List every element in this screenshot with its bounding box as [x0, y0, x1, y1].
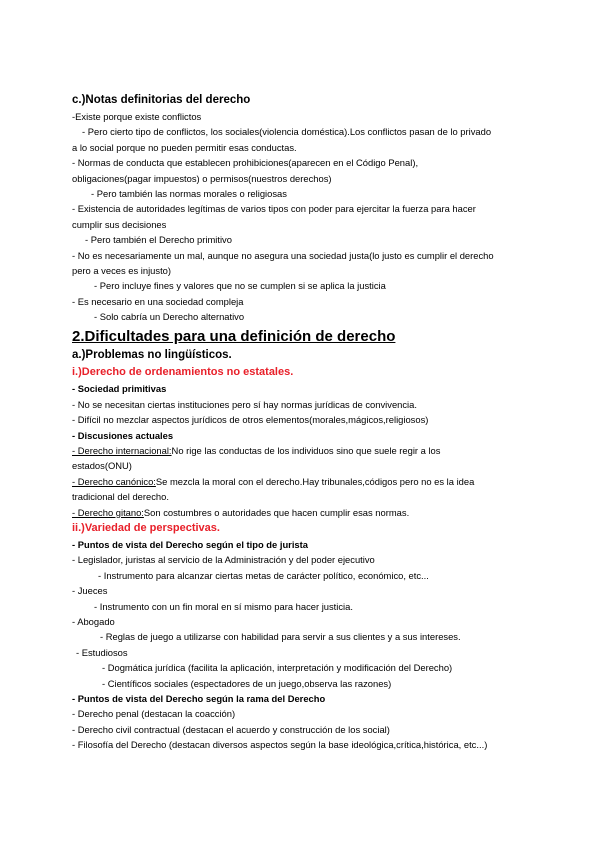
text-line: - Es necesario en una sociedad compleja	[72, 295, 244, 307]
text-line: a lo social porque no pueden permitir esas conductas.	[72, 141, 297, 153]
text-line: - Filosofía del Derecho (destacan diversos aspectos según la base ideológica,crítica,histórica, etc...)	[72, 739, 488, 751]
sociedad-heading: - Sociedad primitivas	[72, 383, 167, 395]
text-line: obligaciones(pagar impuestos) o permisos(nuestros derechos)	[72, 172, 332, 184]
text-line: - Jueces	[72, 585, 108, 597]
text-line: cumplir sus decisiones	[72, 218, 167, 230]
derecho-canonico-line	[72, 474, 542, 489]
text-line: - Derecho penal (destacan la coacción)	[72, 708, 236, 720]
text-line: - Pero incluye fines y valores que no se cumplen si se aplica la justicia	[94, 280, 386, 292]
jurista-heading: - Puntos de vista del Derecho según el tipo de jurista	[72, 538, 308, 550]
rama-heading: - Puntos de vista del Derecho según la rama del Derecho	[72, 692, 326, 704]
text-line: - No es necesariamente un mal, aunque no asegura una sociedad justa(lo justo es cumplir el derecho	[72, 249, 494, 261]
derecho-gitano-term: - Derecho gitano:	[72, 506, 144, 518]
text-line: - Normas de conducta que establecen prohibiciones(aparecen en el Código Penal),	[72, 157, 419, 169]
section-2-heading: 2.Dificultades para una definición de derecho	[72, 328, 396, 346]
text-line: - Solo cabría un Derecho alternativo	[94, 311, 245, 323]
section-c-heading: c.)Notas definitorias del derecho	[72, 94, 251, 106]
text-line: - Estudiosos	[76, 646, 128, 658]
derecho-gitano-line	[72, 505, 542, 520]
text-line: - Abogado	[72, 615, 115, 627]
derecho-internacional-term: - Derecho internacional:	[72, 445, 172, 457]
derecho-canonico-text: Se mezcla la moral con el derecho.Hay tribunales,códigos pero no es la idea	[155, 475, 475, 487]
text-line: - No se necesitan ciertas instituciones pero sí hay normas jurídicas de convivencia.	[72, 398, 417, 410]
text-line: - Difícil no mezclar aspectos jurídicos de otros elementos(morales,mágicos,religiosos)	[72, 414, 429, 426]
text-line: - Derecho civil contractual (destacan el acuerdo y construcción de los social)	[72, 723, 390, 735]
discusiones-heading: - Discusiones actuales	[72, 429, 174, 441]
text-line: - Dogmática jurídica (facilita la aplicación, interpretación y modificación del Derecho)	[102, 662, 453, 674]
derecho-gitano-text: Son costumbres o autoridades que hacen cumplir esas normas.	[143, 506, 410, 518]
subsection-i-heading: i.)Derecho de ordenamientos no estatales.	[72, 366, 294, 379]
derecho-internacional-text: No rige las conductas de los individuos sino que suele regir a los	[171, 445, 441, 457]
derecho-internacional-line	[72, 443, 542, 458]
text-line: - Instrumento para alcanzar ciertas metas de carácter político, económico, etc...	[98, 569, 429, 581]
text-line: - Legislador, juristas al servicio de la Administración y del poder ejecutivo	[72, 554, 375, 566]
subsection-a-heading: a.)Problemas no lingüísticos.	[72, 349, 232, 362]
text-line: estados(ONU)	[72, 460, 132, 472]
text-line: tradicional del derecho.	[72, 491, 169, 503]
text-line: - Reglas de juego a utilizarse con habilidad para servir a sus clientes y a sus intereses.	[100, 631, 461, 643]
text-line: - Científicos sociales (espectadores de un juego,observa las razones)	[102, 677, 392, 689]
text-line: - Pero cierto tipo de conflictos, los sociales(violencia doméstica).Los conflictos pasan de lo privado	[82, 126, 492, 138]
text-line: -Existe porque existe conflictos	[72, 111, 202, 122]
text-line: - Pero también el Derecho primitivo	[85, 234, 232, 246]
derecho-canonico-term: - Derecho canónico:	[72, 475, 156, 487]
text-line: pero a veces es injusto)	[72, 264, 172, 276]
document-body	[72, 91, 542, 752]
text-line: - Instrumento con un fin moral en sí mismo para hacer justicia.	[94, 600, 353, 612]
text-line: - Pero también las normas morales o religiosas	[91, 187, 287, 199]
text-line: - Existencia de autoridades legítimas de varios tipos con poder para ejercitar la fuerza para hacer	[72, 203, 476, 215]
subsection-ii-heading: ii.)Variedad de perspectivas.	[72, 521, 220, 534]
